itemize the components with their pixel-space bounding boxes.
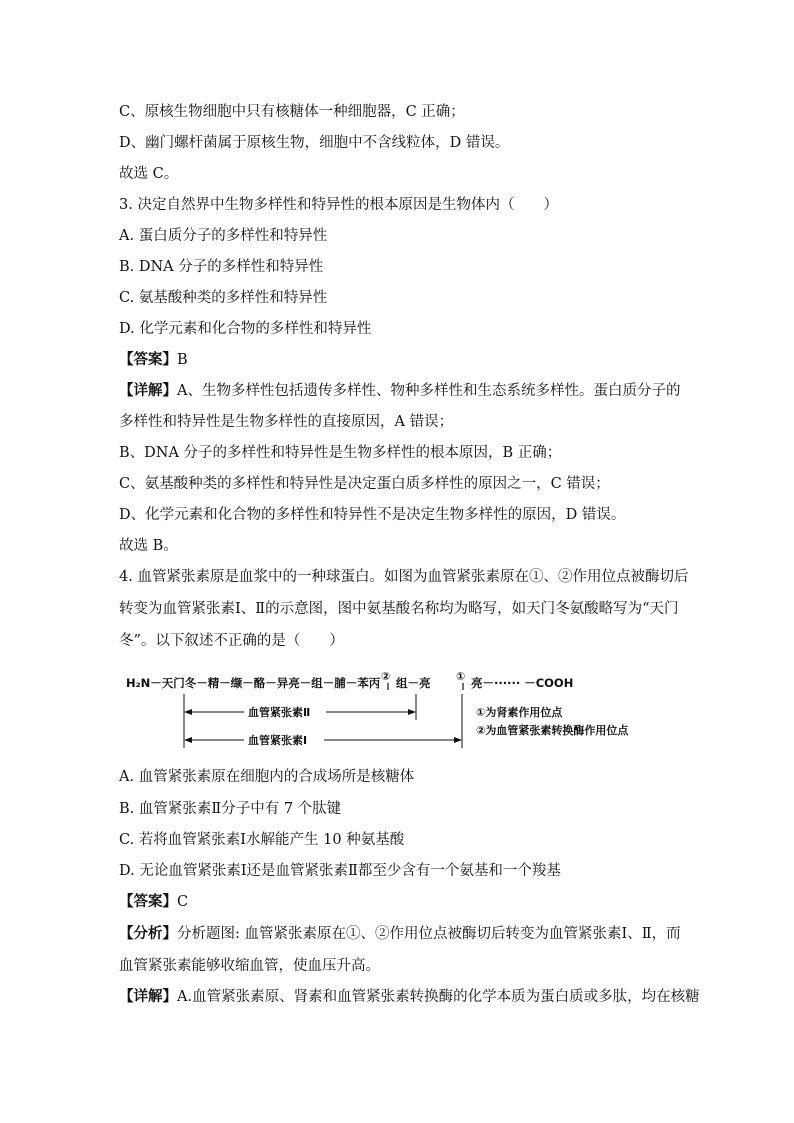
analysis-line	[119, 924, 681, 944]
question-3-stem: 3. 决定自然界中生物多样性和特异性的根本原因是生物体内（ ）	[119, 197, 558, 213]
option-a: A. 血管紧张素原在细胞内的合成场所是核糖体	[119, 769, 415, 785]
analysis-line: 血管紧张素能够收缩血管，使血压升高。	[119, 958, 380, 974]
answer-value: C	[177, 894, 189, 910]
option-b: B. 血管紧张素Ⅱ分子中有 7 个肽键	[119, 801, 342, 817]
angiotensin-ii-label: 血管紧张素Ⅱ	[248, 706, 311, 719]
detail-text: A.血管紧张素原、肾素和血管紧张素转换酶的化学本质为蛋白质或多肽，均在核糖	[177, 989, 700, 1005]
option-c: C. 氨基酸种类的多样性和特异性	[119, 290, 328, 306]
site-1-marker: ①	[456, 670, 466, 683]
peptide-chain-text: H₂N－天门冬－精－缬－酪－异亮－组－脯－苯丙	[126, 676, 381, 690]
text-line: D、幽门螺杆菌属于原核生物，细胞中不含线粒体，D 错误。	[119, 135, 510, 151]
analysis-tag: 【分析】	[119, 925, 177, 942]
detail-tag: 【详解】	[119, 988, 177, 1005]
angiotensin-i-label: 血管紧张素Ⅰ	[248, 734, 308, 747]
detail-line: B、DNA 分子的多样性和特异性是生物多样性的根本原因，B 正确；	[119, 445, 562, 461]
detail-line	[119, 381, 680, 401]
answer-line	[119, 892, 188, 912]
arrowhead	[184, 737, 192, 743]
text-line: 故选 C。	[119, 166, 179, 182]
text-line: C、原核生物细胞中只有核糖体一种细胞器，C 正确；	[119, 104, 465, 120]
legend-site-1: ①为肾素作用位点	[476, 706, 563, 719]
detail-line	[119, 987, 700, 1007]
option-c: C. 若将血管紧张素Ⅰ水解能产生 10 种氨基酸	[119, 832, 405, 848]
option-a: A. 蛋白质分子的多样性和特异性	[119, 228, 328, 244]
answer-tag: 【答案】	[119, 893, 177, 910]
arrowhead	[454, 737, 462, 743]
answer-value: B	[177, 352, 188, 368]
conclusion-line: 故选 B。	[119, 538, 178, 554]
question-4-stem: 冬”。以下叙述不正确的是（ ）	[119, 633, 344, 649]
angiotensin-diagram	[126, 668, 646, 752]
detail-tag: 【详解】	[119, 382, 177, 399]
peptide-tail-text: 亮－······ －COOH	[471, 676, 574, 690]
answer-line	[119, 350, 188, 370]
detail-text: A、生物多样性包括遗传多样性、物种多样性和生态系统多样性。蛋白质分子的	[177, 383, 681, 399]
peptide-mid-text: 组－亮	[396, 676, 431, 690]
detail-line: 多样性和特异性是生物多样性的直接原因，A 错误；	[119, 414, 454, 430]
analysis-text: 分析题图: 血管紧张素原在①、②作用位点被酶切后转变为血管紧张素Ⅰ、Ⅱ，而	[177, 926, 681, 942]
question-4-stem: 转变为血管紧张素Ⅰ、Ⅱ的示意图，图中氨基酸名称均为略写，如天门冬氨酸略写为“天门	[119, 601, 679, 617]
answer-tag: 【答案】	[119, 351, 177, 368]
question-4-stem: 4. 血管紧张素原是血浆中的一种球蛋白。如图为血管紧张素原在①、②作用位点被酶切后	[119, 569, 689, 585]
arrowhead	[184, 709, 192, 715]
detail-line: D、化学元素和化合物的多样性和特异性不是决定生物多样性的原因，D 错误。	[119, 507, 626, 523]
legend-site-2: ②为血管紧张素转换酶作用位点	[476, 724, 629, 737]
option-b: B. DNA 分子的多样性和特异性	[119, 259, 324, 275]
arrowhead	[408, 709, 416, 715]
site-2-marker: ②	[381, 670, 391, 683]
option-d: D. 无论血管紧张素Ⅰ还是血管紧张素Ⅱ都至少含有一个氨基和一个羧基	[119, 863, 561, 879]
detail-line: C、氨基酸种类的多样性和特异性是决定蛋白质多样性的原因之一，C 错误；	[119, 476, 610, 492]
option-d: D. 化学元素和化合物的多样性和特异性	[119, 321, 372, 337]
